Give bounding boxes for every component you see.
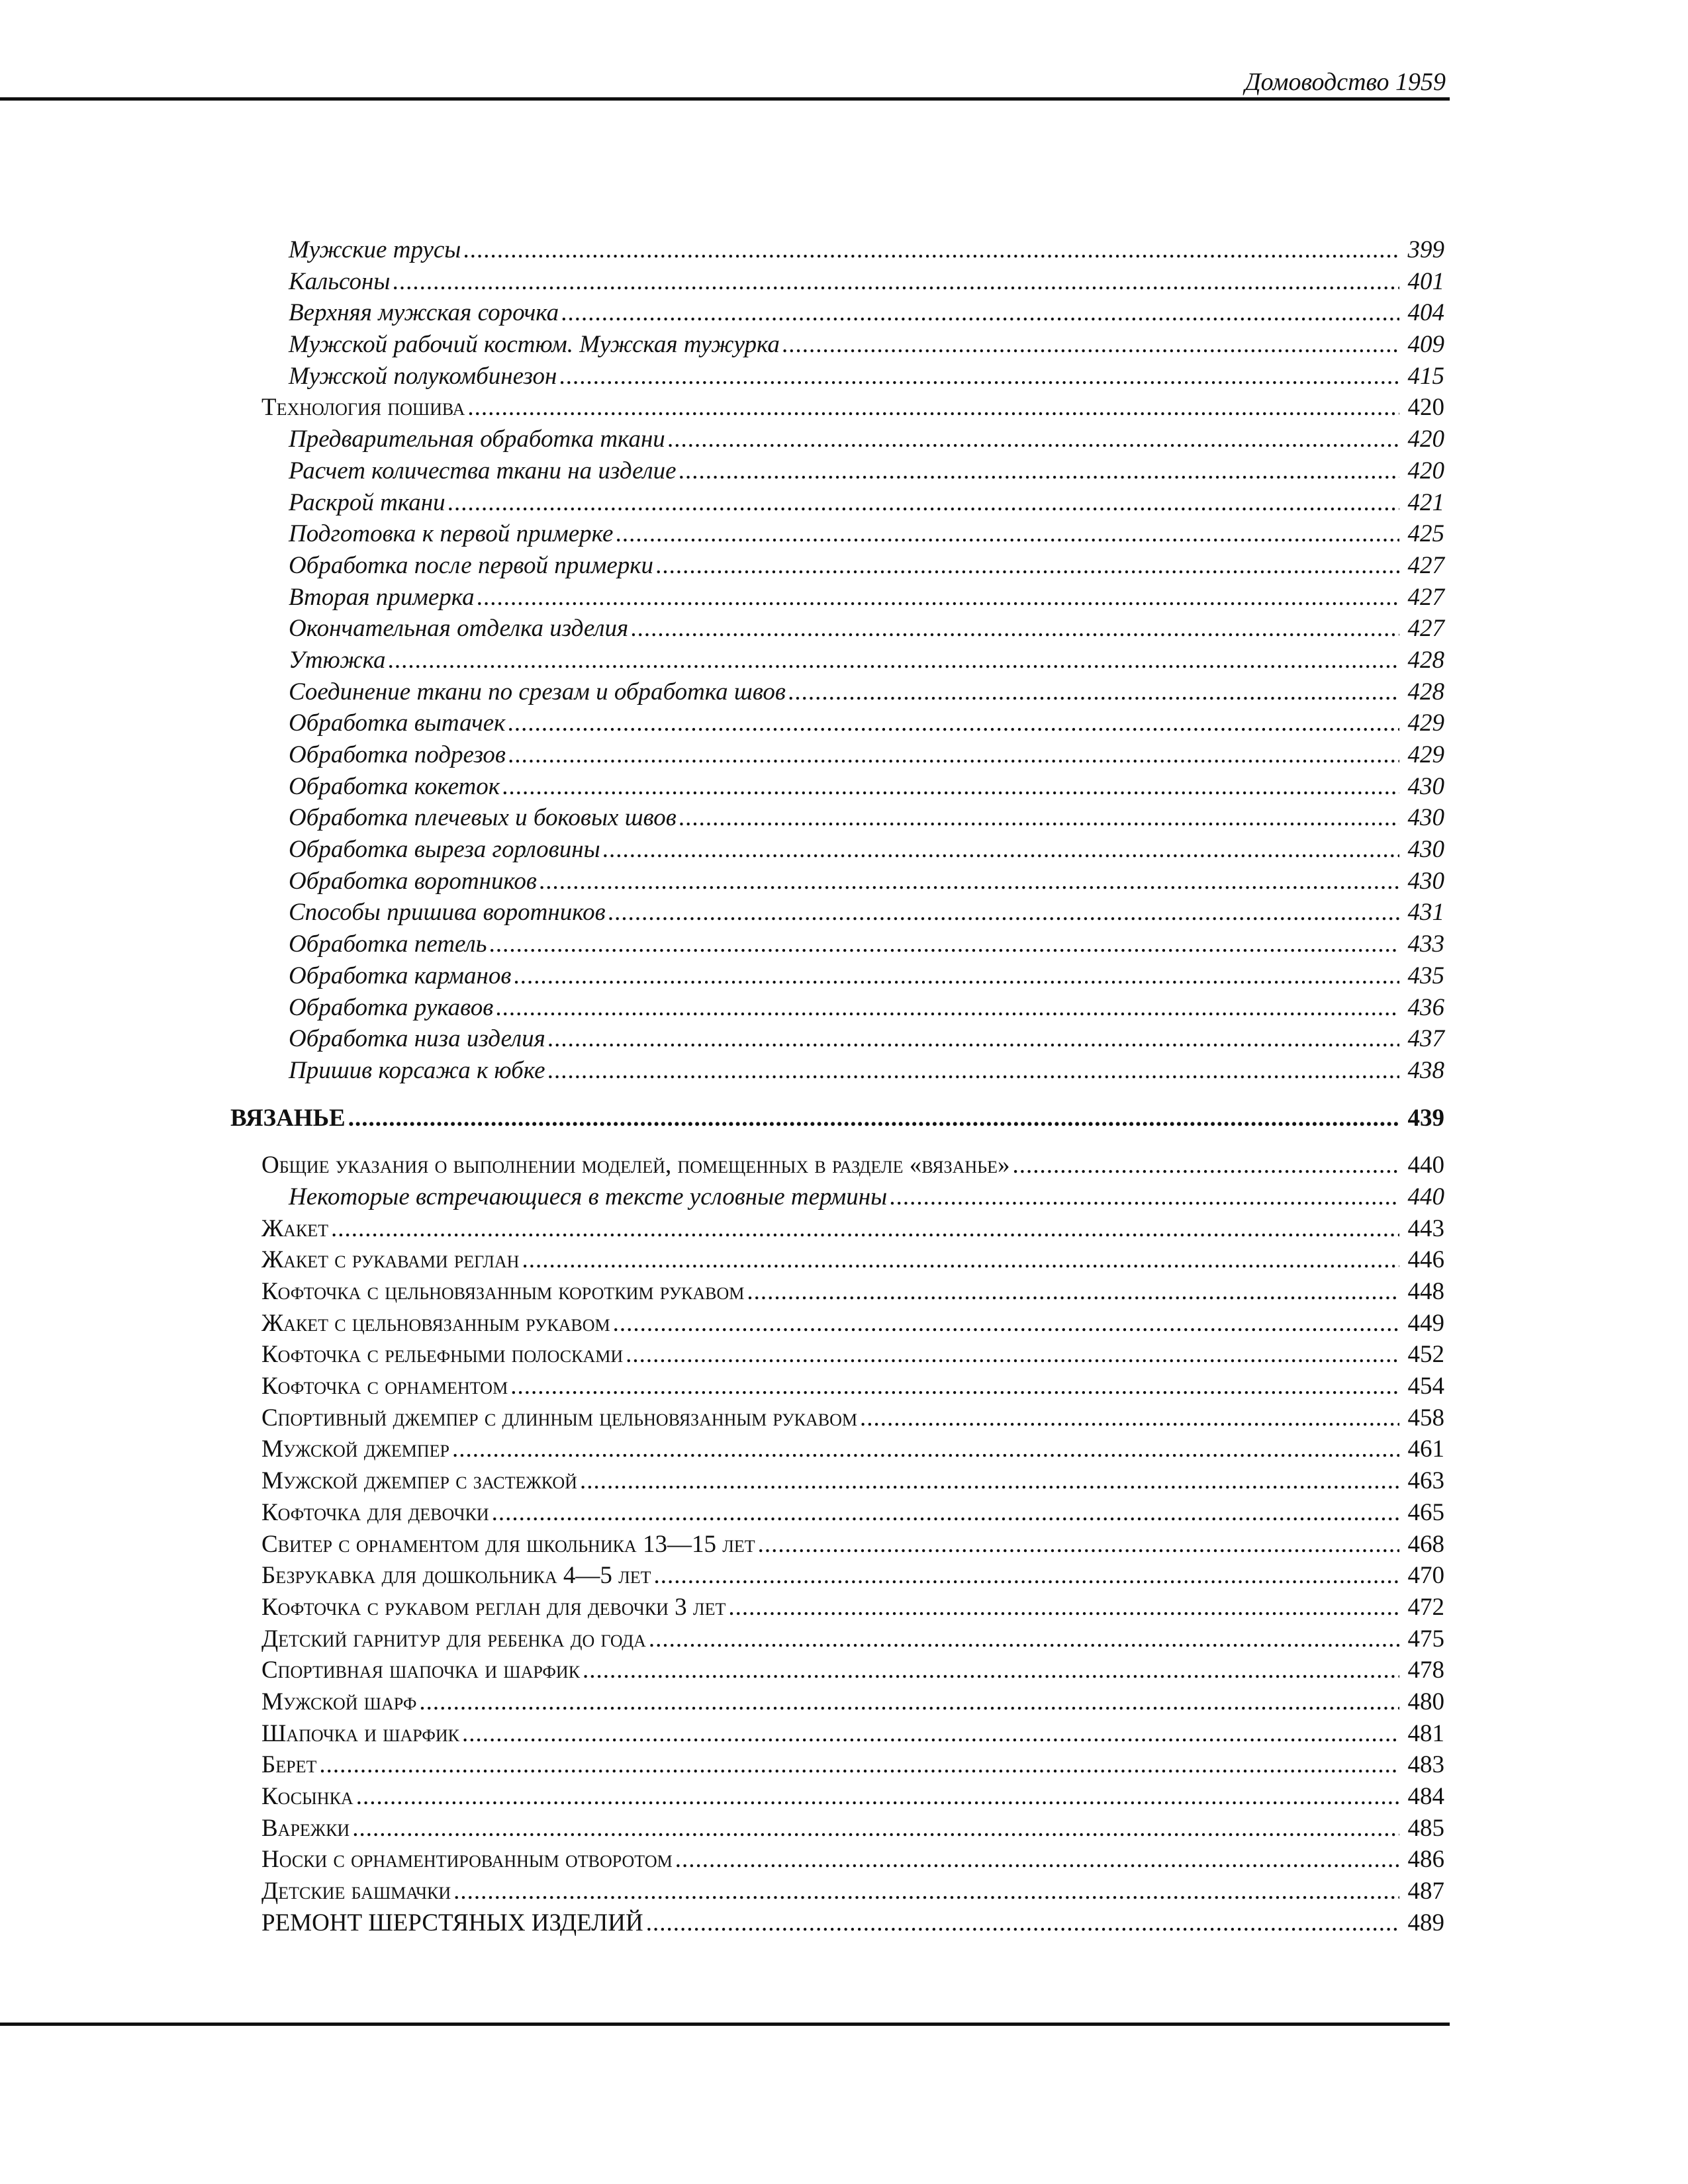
running-header-title: Домоводство 1959 — [1244, 68, 1446, 96]
toc-entry-page: 470 — [1407, 1562, 1444, 1590]
footer-rule — [0, 2023, 1450, 2026]
toc-leader-dots — [583, 1655, 1399, 1686]
toc-leader-dots — [319, 1749, 1399, 1781]
toc-leader-dots — [890, 1181, 1399, 1213]
toc-entry — [0, 1103, 1444, 1134]
toc-entry-page: 440 — [1407, 1152, 1444, 1179]
toc-leader-dots — [539, 866, 1399, 897]
toc-entry — [0, 487, 1444, 519]
toc-entry — [0, 1844, 1444, 1876]
toc-leader-dots — [522, 1244, 1399, 1276]
toc-leader-dots — [419, 1686, 1399, 1718]
toc-leader-dots — [508, 707, 1400, 739]
toc-entry-page: 420 — [1407, 394, 1444, 422]
toc-leader-dots — [656, 550, 1399, 582]
toc-entry-page: 435 — [1407, 962, 1444, 989]
toc-entry-page: 454 — [1407, 1373, 1444, 1400]
toc-entry-label: Спортивный джемпер с длинным цельновязанным рукавом — [261, 1404, 858, 1432]
toc-entry — [0, 1749, 1444, 1781]
toc-entry-label: Шапочка и шарфик — [261, 1719, 459, 1747]
toc-entry-label: Кофточка с рельефными полосками — [261, 1341, 624, 1369]
toc-entry-page: 401 — [1407, 267, 1444, 295]
toc-entry — [0, 1529, 1444, 1561]
toc-entry — [0, 1276, 1444, 1308]
toc-entry-page: 430 — [1407, 804, 1444, 832]
toc-entry-label: Обработка низа изделия — [289, 1025, 545, 1053]
toc-entry-page: 486 — [1407, 1846, 1444, 1874]
toc-entry — [0, 897, 1444, 929]
toc-leader-dots — [679, 802, 1399, 834]
toc-entry-label: Обработка рукавов — [289, 993, 494, 1021]
toc-entry — [0, 1055, 1444, 1087]
toc-leader-dots — [646, 1907, 1399, 1939]
toc-entry — [0, 1718, 1444, 1750]
toc-leader-dots — [508, 739, 1399, 771]
toc-entry-label: Раскрой ткани — [289, 488, 445, 516]
toc-entry-page: 409 — [1407, 331, 1444, 359]
toc-entry — [0, 1402, 1444, 1434]
toc-entry-page: 433 — [1407, 931, 1444, 958]
toc-entry-label: Окончательная отделка изделия — [289, 615, 629, 643]
toc-leader-dots — [616, 518, 1399, 550]
toc-entry-page: 480 — [1407, 1688, 1444, 1715]
toc-entry — [0, 1907, 1444, 1939]
toc-entry-page: 443 — [1407, 1214, 1444, 1242]
toc-entry — [0, 1655, 1444, 1686]
toc-entry-page: 468 — [1407, 1530, 1444, 1558]
toc-entry — [0, 707, 1444, 739]
toc-entry-label: Вторая примерка — [289, 583, 475, 611]
toc-leader-dots — [356, 1781, 1399, 1813]
toc-entry-label: Жакет с цельновязанным рукавом — [261, 1309, 610, 1337]
toc-entry — [0, 1592, 1444, 1623]
toc-leader-dots — [448, 487, 1399, 519]
toc-entry-page: 420 — [1407, 457, 1444, 484]
toc-entry — [0, 866, 1444, 897]
toc-entry — [0, 234, 1444, 266]
table-of-contents — [0, 234, 1450, 1938]
toc-entry-page: 427 — [1407, 551, 1444, 579]
toc-leader-dots — [654, 1560, 1399, 1592]
toc-entry-label: Безрукавка для дошкольника 4—5 лет — [261, 1562, 651, 1590]
toc-entry-label: Жакет — [261, 1214, 329, 1242]
toc-entry-label: Обработка воротников — [289, 867, 537, 895]
toc-entry — [0, 1244, 1444, 1276]
toc-entry-page: 429 — [1407, 741, 1444, 768]
toc-entry-page: 430 — [1407, 867, 1444, 895]
toc-entry-label: Детские башмачки — [261, 1878, 451, 1905]
toc-entry-page: 483 — [1407, 1751, 1444, 1779]
toc-entry-label: Берет — [261, 1751, 317, 1779]
toc-entry-page: 421 — [1407, 488, 1444, 516]
toc-entry-label: Мужской рабочий костюм. Мужская тужурка — [289, 331, 780, 359]
toc-entry-label: Соединение ткани по срезам и обработка швов — [289, 678, 786, 705]
toc-entry — [0, 613, 1444, 645]
toc-leader-dots — [675, 1844, 1399, 1876]
toc-entry-label: Обработка выреза горловины — [289, 836, 600, 864]
toc-entry-page: 430 — [1407, 772, 1444, 800]
toc-entry-page: 427 — [1407, 583, 1444, 611]
toc-entry-label: Носки с орнаментированным отворотом — [261, 1846, 673, 1874]
toc-leader-dots — [462, 1718, 1399, 1750]
toc-entry — [0, 992, 1444, 1024]
toc-entry — [0, 266, 1444, 298]
toc-leader-dots — [463, 234, 1399, 266]
toc-leader-dots — [580, 1465, 1399, 1497]
toc-leader-dots — [603, 834, 1399, 866]
toc-entry-page: 463 — [1407, 1467, 1444, 1495]
toc-leader-dots — [477, 582, 1399, 614]
toc-entry-label: Пришив корсажа к юбке — [289, 1056, 545, 1084]
toc-leader-dots — [467, 392, 1399, 424]
toc-entry-page: 461 — [1407, 1435, 1444, 1463]
toc-entry-page: 431 — [1407, 899, 1444, 927]
toc-entry — [0, 1623, 1444, 1655]
toc-entry-label: Мужской джемпер с застежкой — [261, 1467, 577, 1495]
toc-entry-page: 481 — [1407, 1719, 1444, 1747]
toc-entry-label: Обработка плечевых и боковых швов — [289, 804, 677, 832]
toc-entry — [0, 329, 1444, 361]
toc-entry-label: Общие указания о выполнении моделей, помещенных в разделе «вязанье» — [261, 1152, 1010, 1179]
toc-entry-page: 448 — [1407, 1278, 1444, 1305]
toc-entry-page: 437 — [1407, 1025, 1444, 1053]
toc-entry-label: Подготовка к первой примерке — [289, 520, 614, 548]
toc-entry-page: 452 — [1407, 1341, 1444, 1369]
toc-leader-dots — [561, 297, 1399, 329]
toc-entry-page: 430 — [1407, 836, 1444, 864]
toc-entry-label: Обработка подрезов — [289, 741, 506, 768]
toc-entry — [0, 518, 1444, 550]
toc-entry-label: Кофточка с орнаментом — [261, 1373, 508, 1400]
toc-entry-label: Свитер с орнаментом для школьника 13—15 лет — [261, 1530, 755, 1558]
toc-entry-label: Способы пришива воротников — [289, 899, 606, 927]
toc-entry — [0, 802, 1444, 834]
toc-leader-dots — [649, 1623, 1399, 1655]
toc-leader-dots — [510, 1371, 1399, 1402]
header-rule — [0, 97, 1450, 101]
toc-entry — [0, 929, 1444, 960]
toc-entry-label: Мужской джемпер — [261, 1435, 449, 1463]
toc-leader-dots — [452, 1433, 1399, 1465]
toc-entry-label: Обработка после первой примерки — [289, 551, 654, 579]
toc-leader-dots — [679, 455, 1399, 487]
toc-entry-label: Кофточка с рукавом реглан для девочки 3 лет — [261, 1593, 726, 1621]
toc-entry — [0, 550, 1444, 582]
toc-entry-label: Спортивная шапочка и шарфик — [261, 1657, 581, 1684]
toc-entry-label: Варежки — [261, 1814, 350, 1842]
toc-entry-label: Технология пошива — [261, 394, 465, 422]
toc-entry — [0, 1560, 1444, 1592]
toc-entry-label: Мужские трусы — [289, 236, 461, 263]
toc-entry-page: 472 — [1407, 1593, 1444, 1621]
toc-leader-dots — [608, 897, 1399, 929]
toc-leader-dots — [453, 1876, 1399, 1907]
toc-leader-dots — [631, 613, 1399, 645]
toc-entry — [0, 960, 1444, 992]
toc-leader-dots — [348, 1103, 1399, 1134]
toc-entry-label: ВЯЗАНЬЕ — [230, 1104, 346, 1132]
toc-entry — [0, 297, 1444, 329]
toc-entry — [0, 676, 1444, 708]
toc-entry-label: Жакет с рукавами реглан — [261, 1246, 520, 1274]
toc-entry-page: 415 — [1407, 362, 1444, 390]
toc-entry-label: Мужской шарф — [261, 1688, 417, 1715]
toc-entry-page: 440 — [1407, 1183, 1444, 1210]
toc-entry-page: 436 — [1407, 993, 1444, 1021]
toc-entry-page: 428 — [1407, 678, 1444, 705]
toc-leader-dots — [389, 645, 1399, 676]
toc-leader-dots — [668, 424, 1399, 455]
toc-entry-page: 475 — [1407, 1625, 1444, 1653]
toc-entry-page: 484 — [1407, 1783, 1444, 1810]
toc-leader-dots — [758, 1529, 1399, 1561]
toc-entry — [0, 739, 1444, 771]
toc-entry-label: Кофточка для девочки — [261, 1498, 489, 1526]
toc-leader-dots — [496, 992, 1399, 1024]
toc-entry-label: Обработка вытачек — [289, 709, 506, 737]
toc-entry — [0, 1339, 1444, 1371]
toc-leader-dots — [548, 1023, 1399, 1055]
toc-entry — [0, 424, 1444, 455]
toc-leader-dots — [626, 1339, 1399, 1371]
toc-entry-label: Утюжка — [289, 646, 386, 674]
toc-entry-label: Предварительная обработка ткани — [289, 426, 665, 453]
toc-entry — [0, 1876, 1444, 1907]
toc-entry — [0, 1181, 1444, 1213]
toc-leader-dots — [782, 329, 1399, 361]
toc-entry — [0, 1213, 1444, 1245]
toc-entry — [0, 1465, 1444, 1497]
toc-entry — [0, 392, 1444, 424]
toc-leader-dots — [393, 266, 1399, 298]
toc-entry-label: Кофточка с цельновязанным коротким рукавом — [261, 1278, 745, 1305]
toc-entry-page: 478 — [1407, 1657, 1444, 1684]
toc-leader-dots — [613, 1308, 1399, 1340]
toc-leader-dots — [1012, 1150, 1399, 1181]
toc-entry — [0, 361, 1444, 392]
toc-leader-dots — [331, 1213, 1399, 1245]
toc-entry-page: 420 — [1407, 426, 1444, 453]
toc-entry-label: Косынка — [261, 1783, 353, 1810]
toc-entry-page: 425 — [1407, 520, 1444, 548]
toc-leader-dots — [492, 1497, 1399, 1529]
toc-leader-dots — [747, 1276, 1399, 1308]
toc-leader-dots — [489, 929, 1399, 960]
toc-entry — [0, 1497, 1444, 1529]
toc-entry-label: Верхняя мужская сорочка — [289, 299, 559, 327]
toc-entry-page: 439 — [1407, 1104, 1444, 1132]
toc-entry-label: Некоторые встречающиеся в тексте условные термины — [289, 1183, 888, 1210]
toc-entry-page: 438 — [1407, 1056, 1444, 1084]
toc-entry-page: 428 — [1407, 646, 1444, 674]
toc-entry — [0, 1781, 1444, 1813]
toc-entry — [0, 834, 1444, 866]
toc-entry-page: 429 — [1407, 709, 1444, 737]
toc-entry-page: 404 — [1407, 299, 1444, 327]
toc-entry-page: 458 — [1407, 1404, 1444, 1432]
toc-leader-dots — [728, 1592, 1399, 1623]
toc-entry-label: Обработка карманов — [289, 962, 512, 989]
toc-entry-page: 449 — [1407, 1309, 1444, 1337]
toc-entry — [0, 455, 1444, 487]
toc-entry-page: 465 — [1407, 1498, 1444, 1526]
toc-leader-dots — [514, 960, 1399, 992]
toc-entry-label: Мужской полукомбинезон — [289, 362, 557, 390]
toc-leader-dots — [559, 361, 1399, 392]
toc-entry-page: 489 — [1407, 1909, 1444, 1936]
toc-entry-page: 446 — [1407, 1246, 1444, 1274]
toc-leader-dots — [352, 1813, 1399, 1844]
toc-entry — [0, 1371, 1444, 1402]
toc-entry-page: 427 — [1407, 615, 1444, 643]
toc-entry-page: 487 — [1407, 1878, 1444, 1905]
toc-entry — [0, 582, 1444, 614]
toc-entry — [0, 1813, 1444, 1844]
toc-leader-dots — [860, 1402, 1399, 1434]
toc-entry-label: Обработка петель — [289, 931, 487, 958]
toc-entry — [0, 1150, 1444, 1181]
toc-entry — [0, 645, 1444, 676]
toc-leader-dots — [788, 676, 1399, 708]
toc-leader-dots — [548, 1055, 1399, 1087]
toc-entry-label: Детский гарнитур для ребенка до года — [261, 1625, 646, 1653]
toc-entry-label: Обработка кокеток — [289, 772, 500, 800]
toc-entry-page: 399 — [1407, 236, 1444, 263]
toc-entry — [0, 1308, 1444, 1340]
toc-leader-dots — [502, 771, 1399, 803]
toc-entry-label: Расчет количества ткани на изделие — [289, 457, 677, 484]
toc-entry — [0, 1433, 1444, 1465]
toc-entry-label: РЕМОНТ ШЕРСТЯНЫХ ИЗДЕЛИЙ — [261, 1909, 643, 1936]
toc-entry — [0, 1023, 1444, 1055]
toc-entry — [0, 1686, 1444, 1718]
toc-entry-label: Кальсоны — [289, 267, 391, 295]
toc-entry-page: 485 — [1407, 1814, 1444, 1842]
toc-entry — [0, 771, 1444, 803]
